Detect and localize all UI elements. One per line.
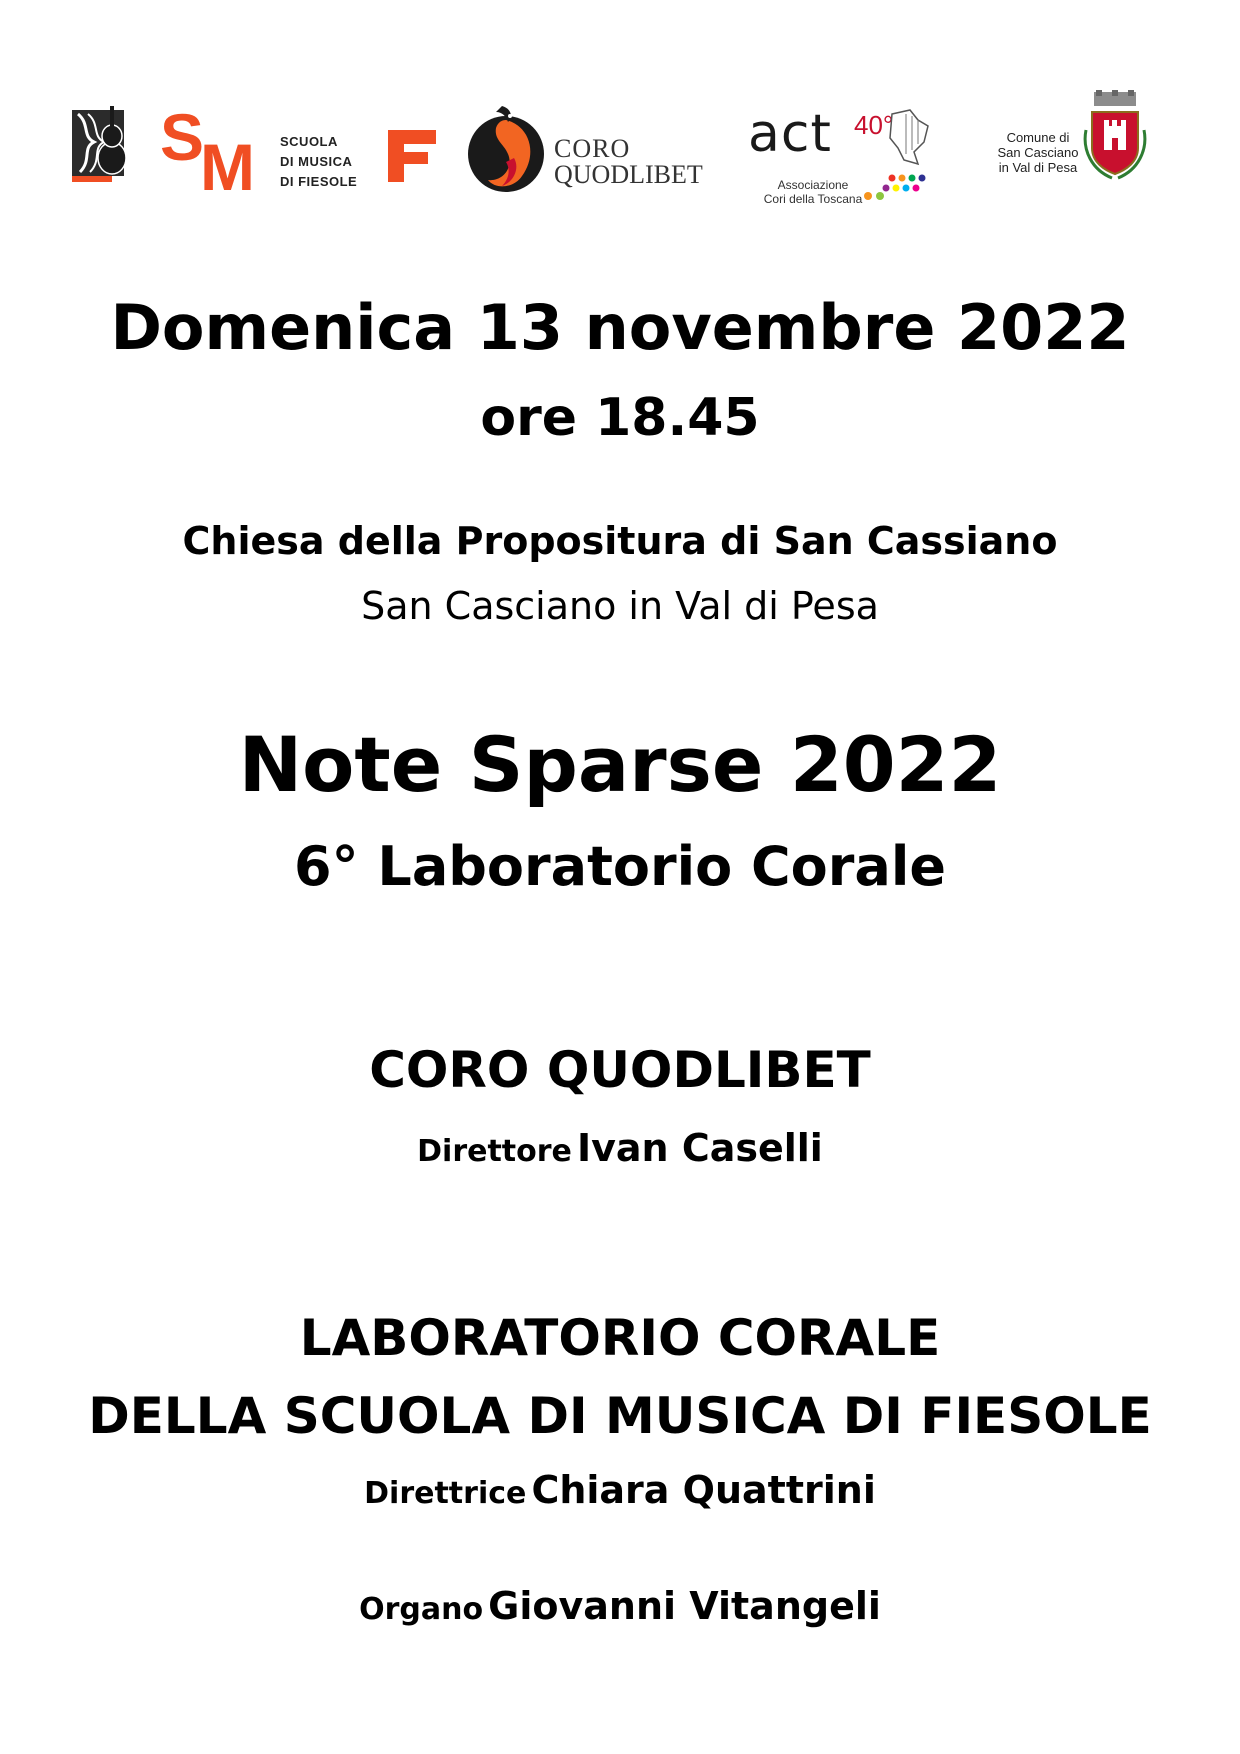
choir-2-role: Direttrice: [364, 1476, 527, 1511]
choir-1-director: Ivan Caselli: [577, 1126, 823, 1170]
event-town: San Casciano in Val di Pesa: [361, 584, 879, 628]
event-subtitle: 6° Laboratorio Corale: [294, 835, 946, 898]
choir-1-name: CORO QUODLIBET: [369, 1041, 871, 1099]
coro-line-1: CORO: [554, 134, 631, 163]
scuola-line-2: DI MUSICA: [280, 154, 353, 169]
scuola-musica-logo: [160, 102, 460, 192]
organ-line: [0, 1582, 1240, 1638]
choir-2-director: Chiara Quattrini: [531, 1468, 876, 1512]
coro-line-2: QUODLIBET: [554, 160, 703, 189]
organ-role: Organo: [359, 1592, 484, 1627]
scuola-line-1: SCUOLA: [280, 134, 338, 149]
event-venue: Chiesa della Propositura di San Cassiano: [182, 519, 1058, 563]
choir-1-role: Direttore: [417, 1134, 572, 1169]
coat-of-arms-icon: [1082, 90, 1148, 180]
colored-dots-icon: [848, 172, 928, 202]
event-date: Domenica 13 novembre 2022: [110, 291, 1130, 364]
choir-2-name-line-1: LABORATORIO CORALE: [299, 1309, 941, 1367]
act-logo: [748, 98, 938, 206]
event-time: ore 18.45: [480, 388, 760, 448]
act-anniversary: 40°: [854, 110, 894, 140]
logo-bar: [0, 90, 1240, 210]
tuscany-map-icon: [888, 108, 932, 168]
comune-line-2: San Casciano: [997, 145, 1079, 160]
choir-2-director-line: [0, 1466, 1240, 1522]
scuola-musica-text: [280, 132, 357, 192]
act-wordmark: act: [748, 104, 832, 164]
fiesole-f-icon: [388, 130, 438, 182]
coro-quodlibet-logo: [466, 102, 706, 198]
comune-logo: [978, 90, 1178, 190]
comune-line-1: Comune di: [1006, 130, 1070, 145]
comune-line-3: in Val di Pesa: [998, 160, 1078, 175]
event-title: Note Sparse 2022: [238, 720, 1002, 809]
coro-quodlibet-wordmark: [554, 136, 703, 188]
choir-2-name-line-2: DELLA SCUOLA DI MUSICA DI FIESOLE: [88, 1387, 1152, 1445]
act-sub-line-2: Cori della Toscana: [763, 192, 863, 206]
svg-text:M: M: [200, 130, 255, 192]
violin-logo-icon: [72, 102, 130, 182]
comune-text: [978, 130, 1098, 175]
choir-1-director-line: [0, 1124, 1240, 1180]
svg-text:S: S: [160, 102, 205, 174]
sm-monogram-icon: [160, 102, 268, 192]
scuola-line-3: DI FIESOLE: [280, 174, 358, 189]
organ-player: Giovanni Vitangeli: [488, 1584, 881, 1628]
act-sub-line-1: Associazione: [777, 178, 849, 192]
flame-bird-icon: [466, 102, 552, 198]
